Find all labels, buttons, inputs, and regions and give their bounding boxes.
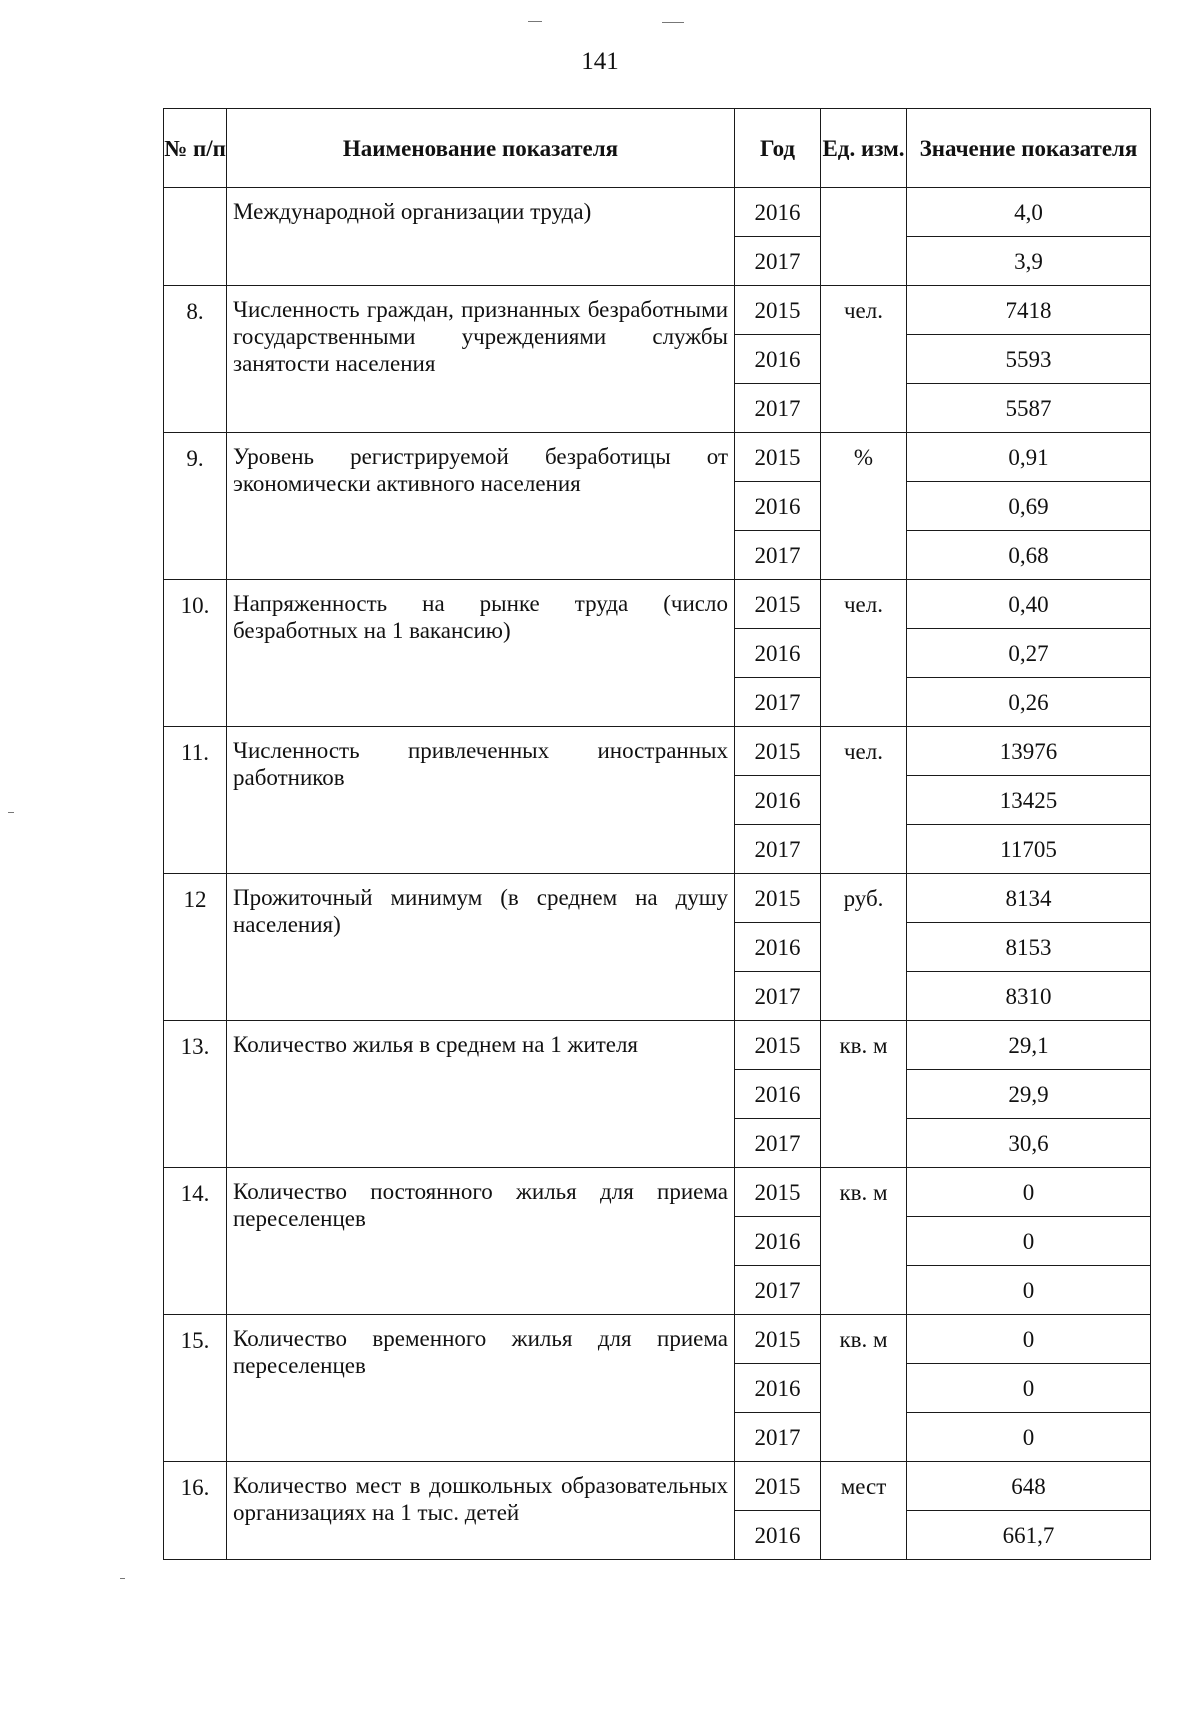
indicator-number: 13. — [164, 1021, 227, 1168]
indicator-number: 10. — [164, 580, 227, 727]
table-row — [164, 874, 1151, 923]
value-cell: 0 — [907, 1413, 1151, 1462]
indicator-number: 16. — [164, 1462, 227, 1560]
value-cell: 648 — [907, 1462, 1151, 1511]
indicator-number: 8. — [164, 286, 227, 433]
unit-cell: кв. м — [821, 1021, 907, 1168]
value-cell: 11705 — [907, 825, 1151, 874]
indicator-number: 11. — [164, 727, 227, 874]
scan-artifact — [662, 22, 684, 23]
value-cell: 0 — [907, 1168, 1151, 1217]
unit-cell: чел. — [821, 286, 907, 433]
scan-artifact — [528, 21, 542, 22]
value-cell: 29,1 — [907, 1021, 1151, 1070]
unit-cell: чел. — [821, 580, 907, 727]
year-cell: 2017 — [735, 237, 821, 286]
indicator-number — [164, 188, 227, 286]
indicator-number: 9. — [164, 433, 227, 580]
indicator-name: Количество жилья в среднем на 1 жителя — [227, 1021, 735, 1168]
year-cell: 2017 — [735, 1266, 821, 1315]
indicator-name: Количество мест в дошкольных образовательных организациях на 1 тыс. детей — [227, 1462, 735, 1560]
year-cell: 2017 — [735, 384, 821, 433]
unit-cell: чел. — [821, 727, 907, 874]
value-cell: 30,6 — [907, 1119, 1151, 1168]
table-row — [164, 1315, 1151, 1364]
unit-cell: мест — [821, 1462, 907, 1560]
year-cell: 2017 — [735, 972, 821, 1021]
value-cell: 7418 — [907, 286, 1151, 335]
year-cell: 2017 — [735, 825, 821, 874]
unit-cell: кв. м — [821, 1168, 907, 1315]
indicator-name: Численность привлеченных иностранных работников — [227, 727, 735, 874]
table-body — [164, 188, 1151, 1560]
scan-artifact — [8, 812, 14, 813]
value-cell: 0,69 — [907, 482, 1151, 531]
table-row — [164, 1021, 1151, 1070]
year-cell: 2016 — [735, 1217, 821, 1266]
year-cell: 2015 — [735, 286, 821, 335]
indicator-number: 15. — [164, 1315, 227, 1462]
year-cell: 2015 — [735, 727, 821, 776]
year-cell: 2015 — [735, 1462, 821, 1511]
year-cell: 2015 — [735, 874, 821, 923]
indicators-table — [163, 108, 1151, 1560]
indicator-name: Количество постоянного жилья для приема переселенцев — [227, 1168, 735, 1315]
table-row — [164, 188, 1151, 237]
value-cell: 29,9 — [907, 1070, 1151, 1119]
table-row — [164, 286, 1151, 335]
header-value: Значение показателя — [907, 109, 1151, 188]
header-num: № п/п — [164, 109, 227, 188]
year-cell: 2016 — [735, 1511, 821, 1560]
year-cell: 2017 — [735, 531, 821, 580]
year-cell: 2015 — [735, 580, 821, 629]
value-cell: 0,68 — [907, 531, 1151, 580]
value-cell: 8134 — [907, 874, 1151, 923]
year-cell: 2017 — [735, 678, 821, 727]
value-cell: 4,0 — [907, 188, 1151, 237]
value-cell: 661,7 — [907, 1511, 1151, 1560]
value-cell: 0 — [907, 1266, 1151, 1315]
table-row — [164, 1168, 1151, 1217]
indicator-name: Международной организации труда) — [227, 188, 735, 286]
value-cell: 13976 — [907, 727, 1151, 776]
indicator-number: 14. — [164, 1168, 227, 1315]
year-cell: 2016 — [735, 1364, 821, 1413]
value-cell: 13425 — [907, 776, 1151, 825]
value-cell: 0 — [907, 1315, 1151, 1364]
year-cell: 2015 — [735, 1021, 821, 1070]
indicator-name: Численность граждан, признанных безработными государственными учреждениями службы занятости населения — [227, 286, 735, 433]
value-cell: 3,9 — [907, 237, 1151, 286]
value-cell: 0,27 — [907, 629, 1151, 678]
table-row — [164, 727, 1151, 776]
year-cell: 2016 — [735, 629, 821, 678]
year-cell: 2016 — [735, 776, 821, 825]
year-cell: 2016 — [735, 335, 821, 384]
value-cell: 0,40 — [907, 580, 1151, 629]
value-cell: 5587 — [907, 384, 1151, 433]
year-cell: 2016 — [735, 482, 821, 531]
year-cell: 2015 — [735, 433, 821, 482]
value-cell: 0,91 — [907, 433, 1151, 482]
indicator-name: Напряженность на рынке труда (число безработных на 1 вакансию) — [227, 580, 735, 727]
header-name: Наименование показателя — [227, 109, 735, 188]
value-cell: 8310 — [907, 972, 1151, 1021]
table-row — [164, 580, 1151, 629]
value-cell: 0 — [907, 1217, 1151, 1266]
header-year: Год — [735, 109, 821, 188]
value-cell: 0,26 — [907, 678, 1151, 727]
unit-cell: руб. — [821, 874, 907, 1021]
year-cell: 2015 — [735, 1315, 821, 1364]
indicator-name: Уровень регистрируемой безработицы от экономически активного населения — [227, 433, 735, 580]
header-unit: Ед. изм. — [821, 109, 907, 188]
indicator-name: Количество временного жилья для приема переселенцев — [227, 1315, 735, 1462]
table-header-row — [164, 109, 1151, 188]
year-cell: 2016 — [735, 1070, 821, 1119]
indicator-name: Прожиточный минимум (в среднем на душу населения) — [227, 874, 735, 1021]
unit-cell: % — [821, 433, 907, 580]
value-cell: 0 — [907, 1364, 1151, 1413]
table-row — [164, 433, 1151, 482]
year-cell: 2017 — [735, 1119, 821, 1168]
value-cell: 8153 — [907, 923, 1151, 972]
year-cell: 2017 — [735, 1413, 821, 1462]
unit-cell: кв. м — [821, 1315, 907, 1462]
scan-artifact — [120, 1578, 125, 1579]
year-cell: 2016 — [735, 188, 821, 237]
year-cell: 2016 — [735, 923, 821, 972]
unit-cell — [821, 188, 907, 286]
table-row — [164, 1462, 1151, 1511]
value-cell: 5593 — [907, 335, 1151, 384]
indicator-number: 12 — [164, 874, 227, 1021]
year-cell: 2015 — [735, 1168, 821, 1217]
page-number: 141 — [581, 48, 619, 75]
